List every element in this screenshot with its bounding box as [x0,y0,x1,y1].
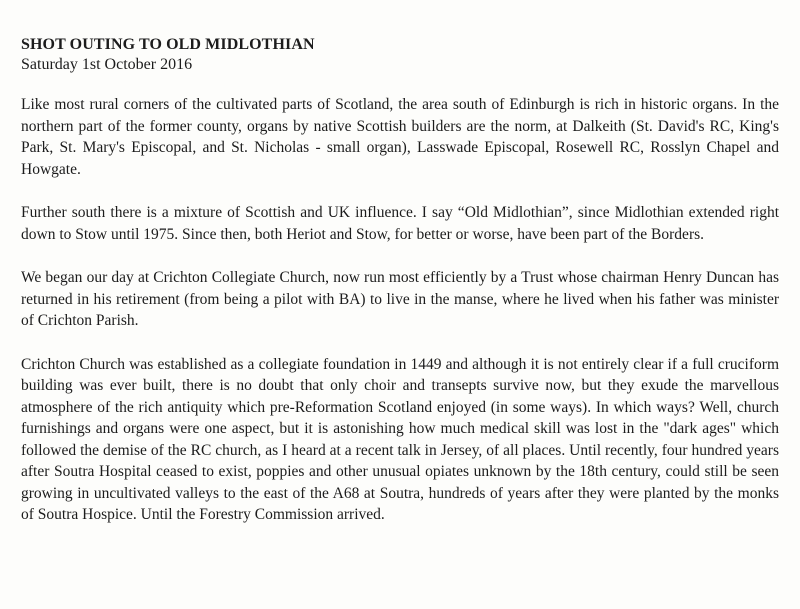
paragraph-4: Crichton Church was established as a collegiate foundation in 1449 and although it is not entirely clear if a full cruciform building was ever built, there is no doubt that only choir and transepts survive now, but they exude the marvellous atmosphere of the rich antiquity which pre-Reformation Scotland enjoyed (in some ways). In which ways? Well, church furnishings and organs were one aspect, but it is astonishing how much medical skill was lost in the "dark ages" which followed the demise of the RC church, as I heard at a recent talk in Jersey, of all places. Until recently, four hundred years after Soutra Hospital ceased to exist, poppies and other unusual opiates unknown by the 18th century, could still be seen growing in uncultivated valleys to the east of the A68 at Soutra, hundreds of years after they were planted by the monks of Soutra Hospice. Until the Forestry Commission arrived. [21,355,779,523]
article-date: Saturday 1st October 2016 [21,56,193,73]
paragraph-2: Further south there is a mixture of Scottish and UK influence. I say “Old Midlothian”, since Midlothian extended right down to Stow until 1975. Since then, both Heriot and Stow, for better or worse, have been part of the Borders. [21,204,779,243]
paragraph-1: Like most rural corners of the cultivated parts of Scotland, the area south of Edinburgh is rich in historic organs. In the northern part of the former county, organs by native Scottish builders are the norm, at Dalkeith (St. David's RC, King's Park, St. Mary's Episcopal, and St. Nicholas - small organ), Lasswade Episcopal, Rosewell RC, Rosslyn Chapel and Howgate. [21,96,779,178]
document-page [21,34,779,548]
paragraph-3: We began our day at Crichton Collegiate Church, now run most efficiently by a Trust whose chairman Henry Duncan has returned in his retirement (from being a pilot with BA) to live in the manse, where he lived when his father was minister of Crichton Parish. [21,269,779,329]
article-title: SHOT OUTING TO OLD MIDLOTHIAN [21,36,315,53]
